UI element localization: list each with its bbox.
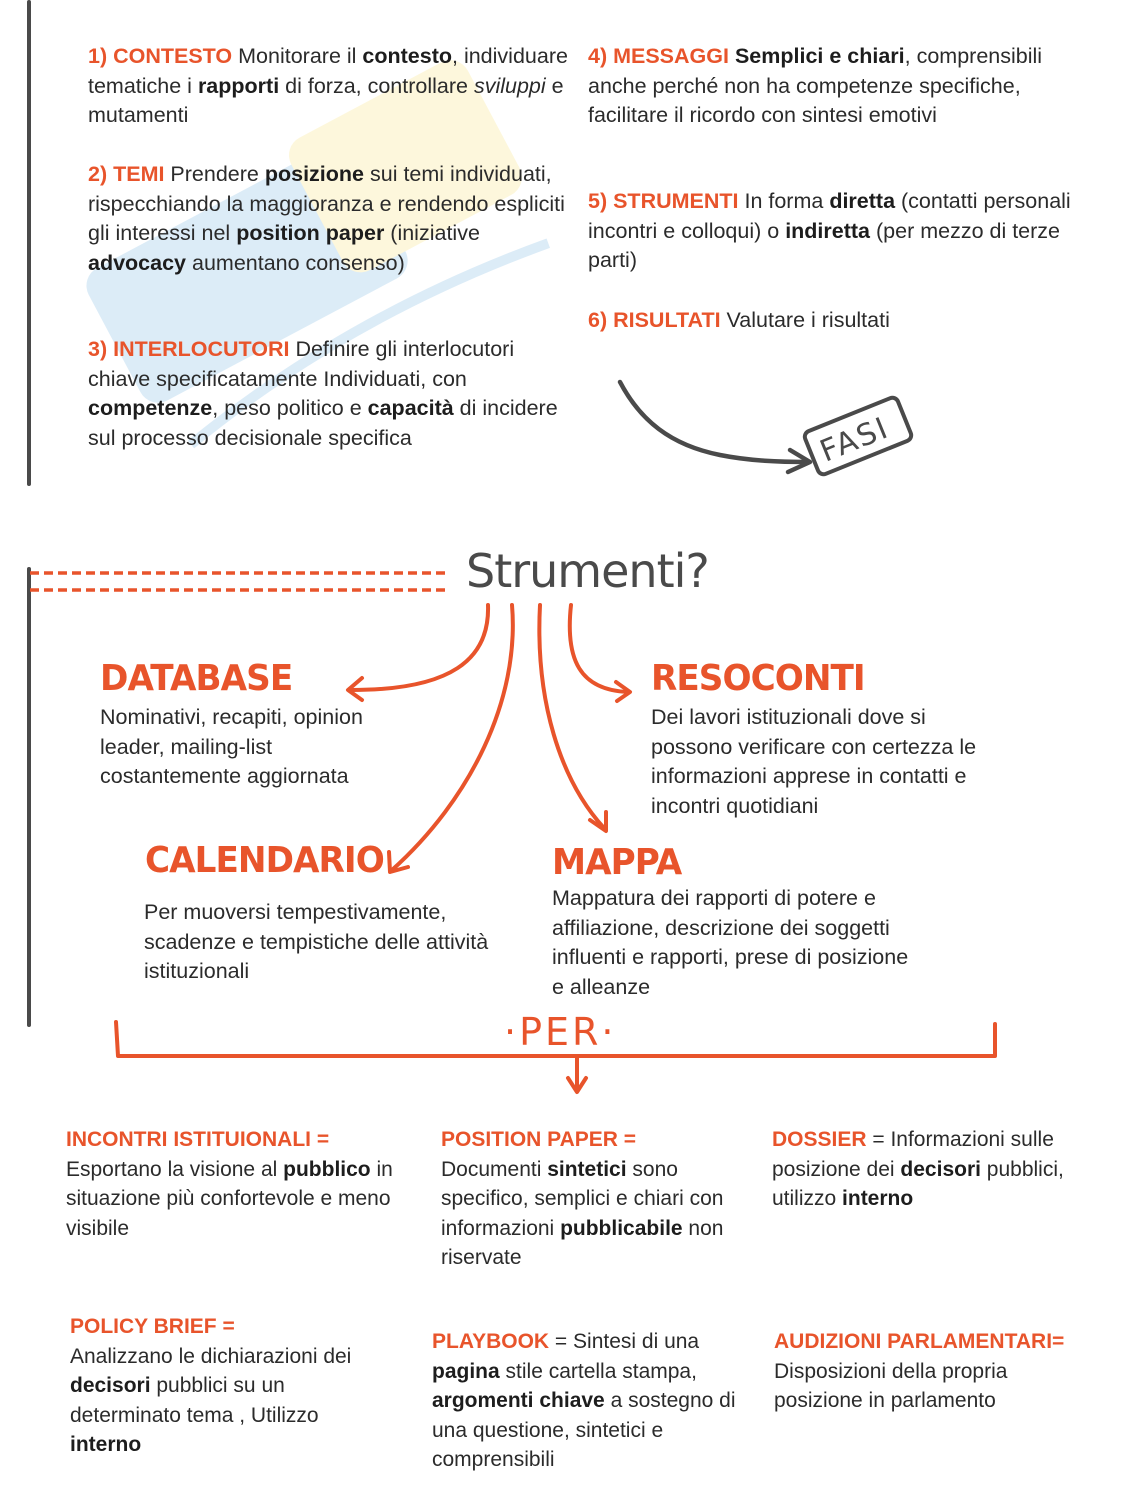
section-audizioni xyxy=(774,1327,1074,1416)
text-run: Valutare i risultati xyxy=(720,308,890,332)
text-run: (per mezzo di terze parti) xyxy=(588,218,1060,272)
step-heading: 3) INTERLOCUTORI xyxy=(88,337,290,361)
text-run: Analizzano le dichiarazioni dei xyxy=(70,1344,352,1368)
italic-text: sviluppi xyxy=(473,73,546,98)
bold-text: contesto xyxy=(362,44,452,68)
bold-text: diretta xyxy=(829,189,896,213)
section-body xyxy=(70,1342,390,1460)
text-run: (iniziative xyxy=(384,221,480,245)
text-run: di forza, controllare xyxy=(279,73,474,98)
section-heading: DOSSIER xyxy=(772,1128,867,1151)
calendario-title: CALENDARIO xyxy=(145,840,384,881)
section-heading: POSITION PAPER = xyxy=(441,1128,637,1151)
text-run: pubblici su un determinato tema , Utilizzo xyxy=(70,1374,319,1427)
bold-text: capacità xyxy=(367,396,454,420)
database-title: DATABASE xyxy=(100,658,293,699)
text-run: aumentano consenso) xyxy=(186,250,405,275)
section-heading: AUDIZIONI PARLAMENTARI= xyxy=(774,1330,1065,1353)
section-heading: PLAYBOOK xyxy=(432,1330,550,1353)
text-run: sono specifico, semplici e chiari con informazioni xyxy=(441,1157,724,1240)
step-heading: 4) MESSAGGI xyxy=(588,44,729,68)
bold-text: position paper xyxy=(236,221,385,245)
text-run: = Informazioni sulle posizione dei xyxy=(772,1128,1054,1181)
section-policy-brief xyxy=(70,1312,390,1460)
section-position-paper xyxy=(441,1125,761,1273)
section-body xyxy=(774,1357,1074,1416)
bold-text: Semplici e chiari xyxy=(734,44,905,68)
text-run: , comprensibili anche perché non ha competenze specifiche, facilitare il ricordo con sintesi emotivi xyxy=(588,44,1043,127)
strumenti-title: Strumenti? xyxy=(466,544,709,598)
text-run: In forma xyxy=(738,189,830,213)
arrow-database xyxy=(352,605,488,690)
arrow-resoconti xyxy=(570,605,628,692)
section-body xyxy=(66,1155,396,1244)
bold-text: argomenti chiave xyxy=(432,1389,605,1412)
text-run: pubblici, utilizzo xyxy=(772,1157,1064,1210)
arrow-calendario xyxy=(392,605,513,870)
mappa-title: MAPPA xyxy=(552,842,682,883)
text-run: a sostegno di una questione, sintetici e comprensibili xyxy=(432,1389,736,1471)
fasi-label: FASI xyxy=(815,410,895,470)
text-run: Documenti xyxy=(441,1157,548,1181)
text-run: sui temi individuati, rispecchiando la maggioranza e rendendo espliciti gli interessi nel xyxy=(88,162,565,245)
step-heading: 6) RISULTATI xyxy=(588,308,721,332)
bold-text: pubblicabile xyxy=(560,1216,683,1240)
bold-text: indiretta xyxy=(785,218,871,243)
mappa-text: Mappatura dei rapporti di potere e affiliazione, descrizione dei soggetti influenti e rapporti, prese di posizione e alleanze xyxy=(552,886,909,999)
bold-text: pagina xyxy=(432,1359,500,1383)
calendario-text: Per muoversi tempestivamente, scadenze e tempistiche delle attività istituzionali xyxy=(144,900,489,983)
database-text: Nominativi, recapiti, opinion leader, mailing-list costantemente aggiornata xyxy=(100,705,363,788)
bold-text: decisori xyxy=(70,1374,151,1397)
bold-text: sintetici xyxy=(547,1157,627,1181)
bold-text: posizione xyxy=(264,162,365,186)
text-run: e mutamenti xyxy=(88,73,564,127)
text-run: , peso politico e xyxy=(212,396,368,420)
text-run: , individuare tematiche i xyxy=(88,44,568,98)
resoconti-text: Dei lavori istituzionali dove si possono verificare con certezza le informazioni apprese in contatti e incontri quotidiani xyxy=(651,705,977,818)
text-run: = Sintesi di una xyxy=(549,1330,700,1353)
step-heading: 2) TEMI xyxy=(88,162,165,186)
bold-text: advocacy xyxy=(88,250,187,275)
bold-text: decisori xyxy=(900,1157,981,1181)
bold-text: rapporti xyxy=(197,73,280,98)
text-run: Disposizioni della propria posizione in parlamento xyxy=(774,1359,1008,1412)
text-run: Esportano la visione al xyxy=(66,1157,284,1181)
text-run: in situazione più confortevole e meno visibile xyxy=(66,1157,393,1240)
section-heading: POLICY BRIEF = xyxy=(70,1315,235,1338)
text-run: Prendere xyxy=(164,162,265,186)
step-heading: 5) STRUMENTI xyxy=(588,189,739,213)
section-heading: INCONTRI ISTITUIONALI = xyxy=(66,1128,330,1151)
section-dossier xyxy=(772,1125,1092,1214)
text-run: di incidere sul processo decisionale specifica xyxy=(88,396,558,450)
text-run: (contatti personali incontri e colloqui) o xyxy=(588,189,1071,243)
bold-text: competenze xyxy=(88,396,213,420)
section-incontri xyxy=(66,1125,396,1243)
section-body xyxy=(441,1155,761,1273)
resoconti-title: RESOCONTI xyxy=(651,658,865,699)
text-run: Monitorare il xyxy=(232,44,363,68)
text-run: stile cartella stampa, xyxy=(499,1359,697,1383)
bold-text: pubblico xyxy=(283,1157,371,1181)
bold-text: interno xyxy=(842,1187,914,1210)
bold-text: interno xyxy=(70,1433,142,1456)
text-run: non riservate xyxy=(441,1216,724,1269)
fasi-arrow xyxy=(620,382,808,462)
step-heading: 1) CONTESTO xyxy=(88,44,233,68)
text-run: Definire gli interlocutori chiave specificatamente Individuati, con xyxy=(88,337,515,391)
per-label: ·PER· xyxy=(504,1010,617,1054)
section-playbook xyxy=(432,1327,762,1475)
